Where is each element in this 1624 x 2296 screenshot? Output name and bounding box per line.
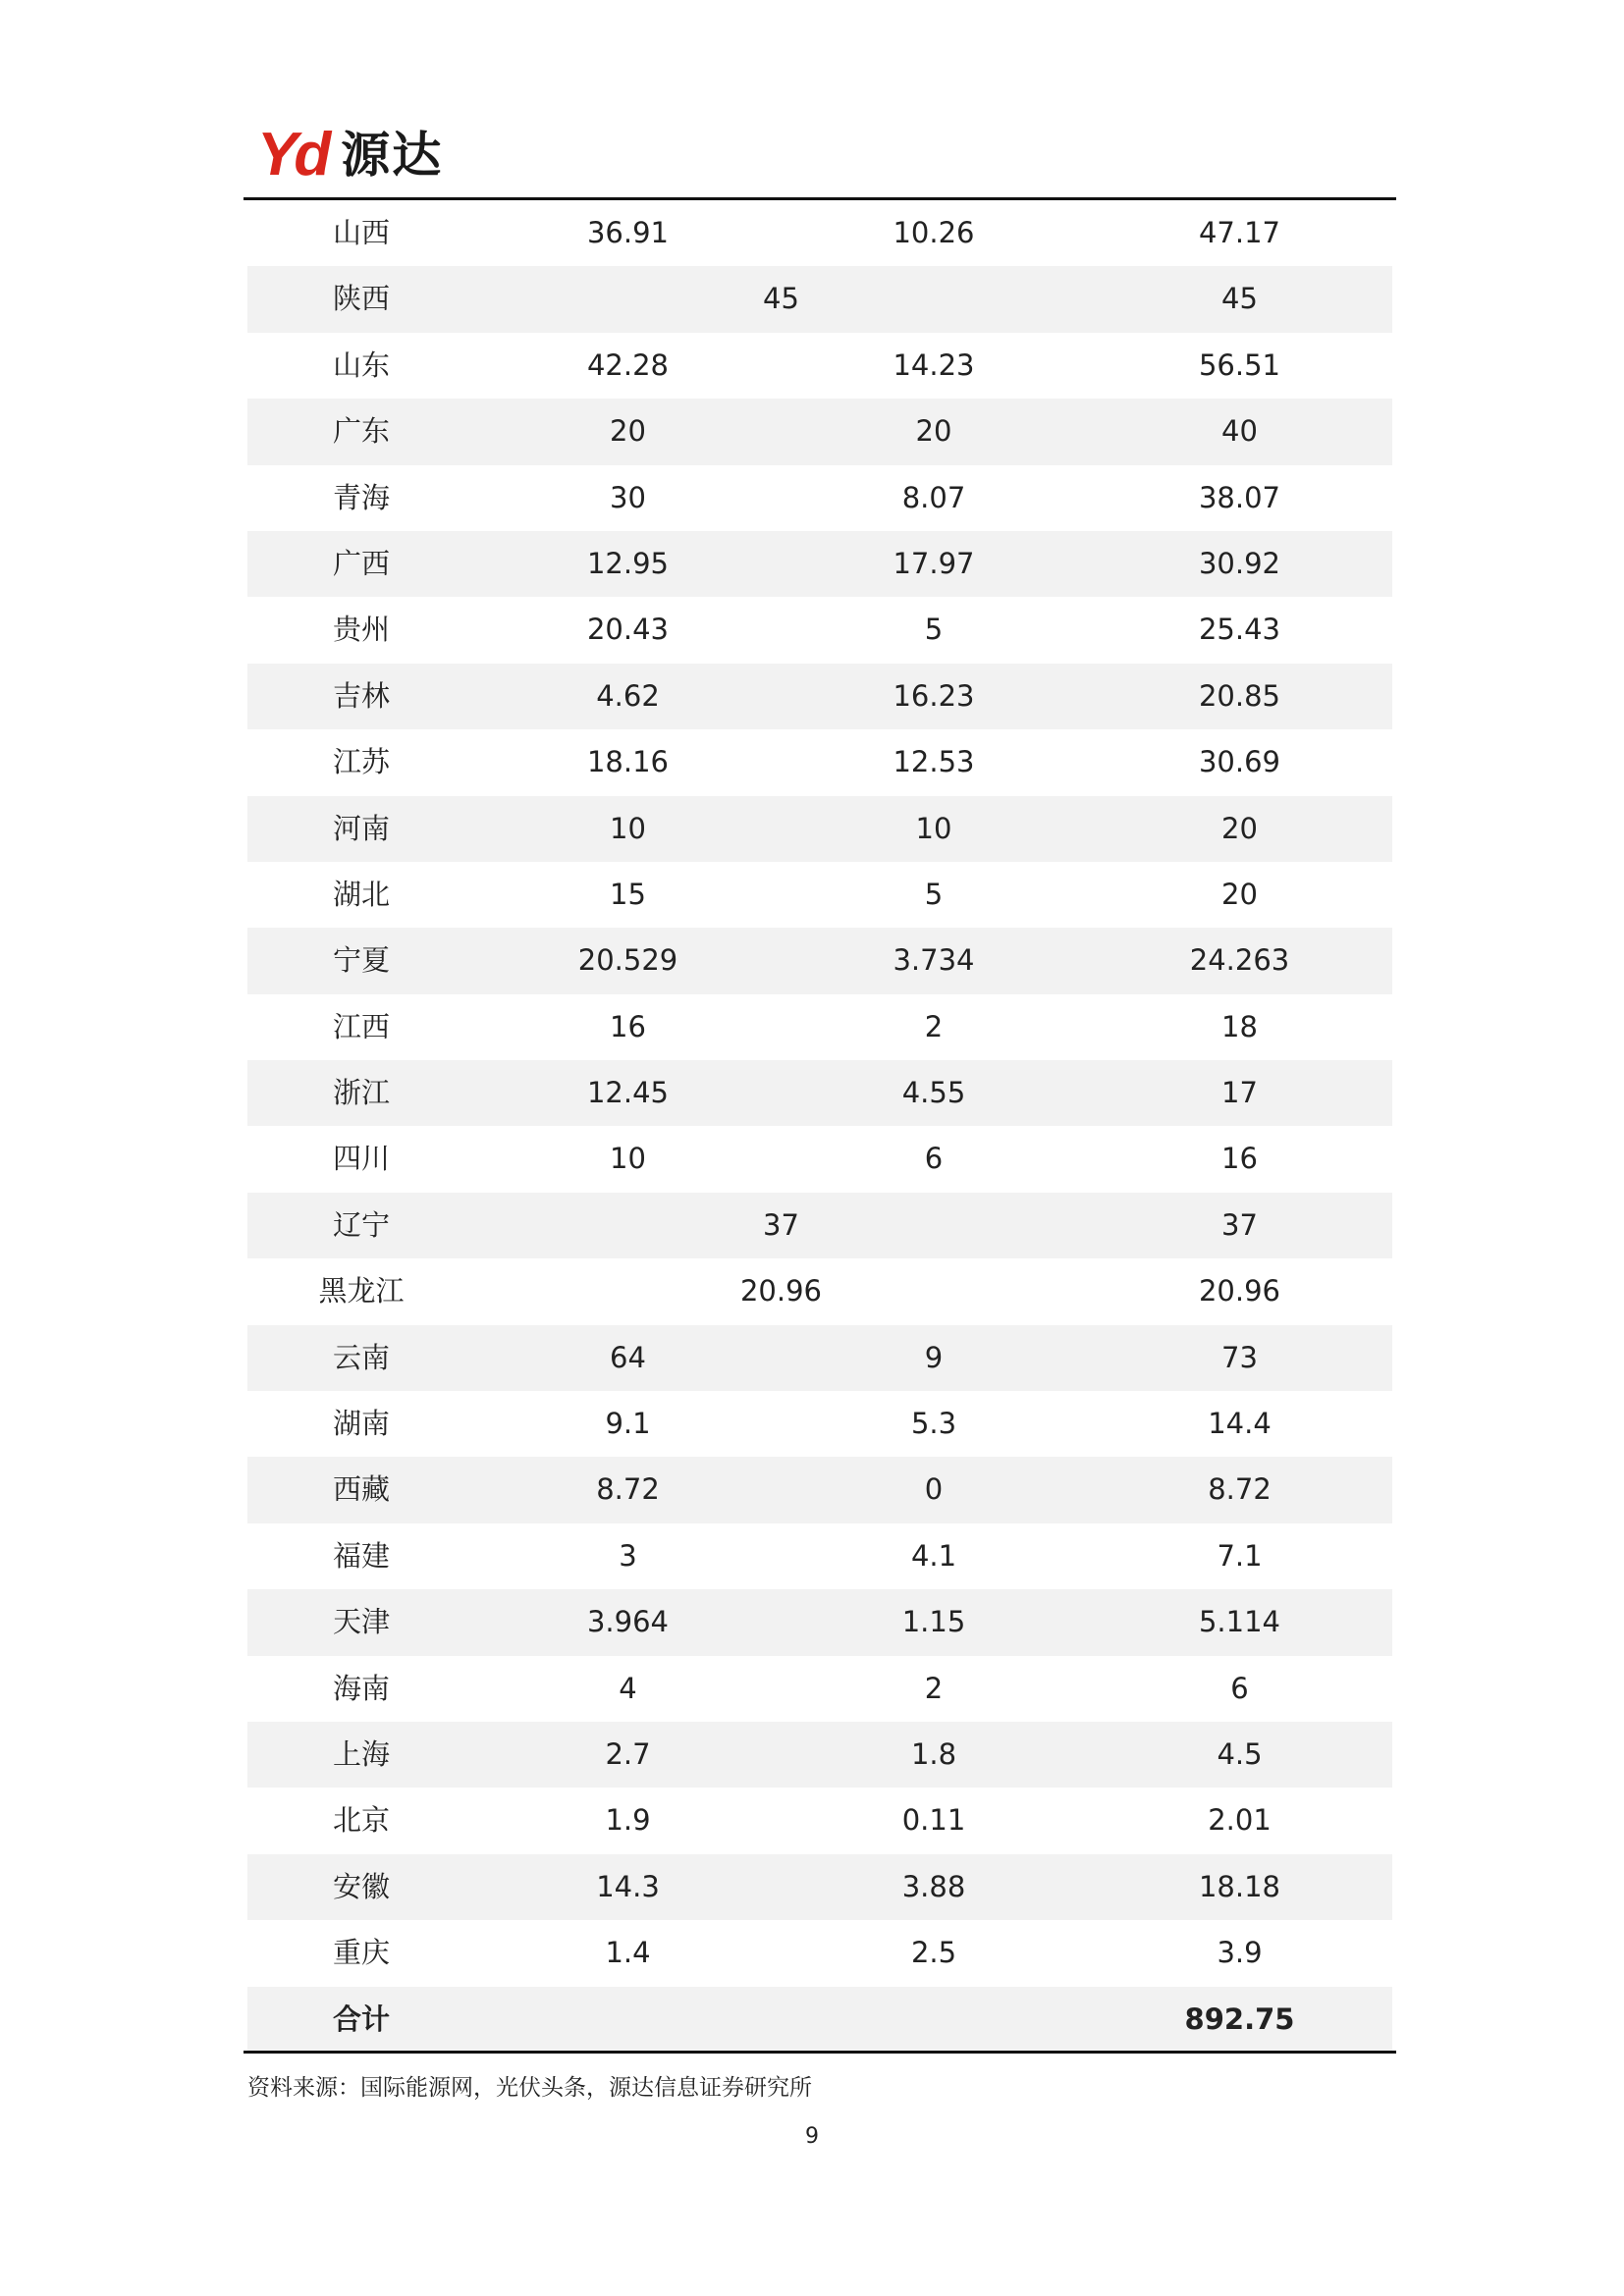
total-cell: 24.263 (1189, 943, 1290, 978)
logo-mark: Yd (257, 121, 328, 188)
total-cell: 7.1 (1217, 1538, 1263, 1573)
total-cell: 2.01 (1208, 1803, 1272, 1838)
province-cell: 西藏 (332, 1472, 390, 1507)
value-cell-2: 14.23 (893, 347, 975, 382)
value-cell-1: 4.62 (596, 678, 660, 713)
province-cell: 四川 (332, 1142, 390, 1176)
value-cell-1: 12.95 (586, 546, 670, 580)
table-row (247, 1788, 1392, 1853)
province-cell: 山东 (332, 347, 390, 382)
total-cell: 25.43 (1198, 613, 1281, 647)
grand-total-cell: 892.75 (1184, 2002, 1295, 2036)
table-row (247, 1391, 1392, 1457)
table-row (247, 1854, 1392, 1920)
total-cell: 18.18 (1198, 1869, 1281, 1903)
province-cell: 云南 (332, 1340, 390, 1374)
table-row (247, 862, 1392, 928)
table-row (247, 796, 1392, 862)
province-cell: 陕西 (332, 282, 390, 316)
value-cell-2: 0 (924, 1472, 944, 1507)
total-cell: 45 (1221, 282, 1258, 316)
table-row (247, 1193, 1392, 1258)
total-cell: 47.17 (1198, 216, 1281, 249)
value-cell-2: 5.3 (910, 1407, 957, 1441)
table-row (247, 664, 1392, 729)
value-cell-2: 3.734 (893, 943, 975, 978)
value-cell-1: 14.3 (596, 1869, 660, 1903)
value-cell-1: 64 (610, 1340, 646, 1374)
value-cell-2: 10.26 (893, 216, 975, 249)
table-row (247, 1589, 1392, 1655)
merged-value-cell: 45 (763, 282, 799, 316)
page-number: 9 (805, 2124, 819, 2149)
total-cell: 20 (1221, 811, 1258, 845)
value-cell-1: 4 (619, 1671, 637, 1705)
value-cell-2: 4.55 (901, 1076, 966, 1110)
total-cell: 56.51 (1198, 347, 1281, 382)
total-cell: 3.9 (1217, 1936, 1263, 1970)
table-row (247, 266, 1392, 332)
table-row (247, 1920, 1392, 1986)
province-cell: 吉林 (332, 678, 390, 713)
total-label-cell: 合计 (332, 2002, 390, 2036)
table-row (247, 928, 1392, 993)
total-cell: 30.92 (1198, 546, 1281, 580)
value-cell-1: 12.45 (586, 1076, 670, 1110)
value-cell-2: 16.23 (893, 678, 975, 713)
table-row (247, 729, 1392, 795)
company-logo (257, 121, 444, 188)
table-row (247, 333, 1392, 399)
total-cell: 20.96 (1198, 1274, 1281, 1308)
value-cell-2: 6 (924, 1142, 944, 1176)
value-cell-2: 20 (915, 414, 952, 449)
value-cell-2: 2.5 (910, 1936, 957, 1970)
total-cell: 20 (1221, 877, 1258, 911)
province-cell: 江西 (332, 1009, 390, 1043)
total-cell: 38.07 (1198, 480, 1281, 514)
total-cell: 30.69 (1198, 745, 1281, 779)
table-row (247, 1258, 1392, 1324)
province-cell: 浙江 (332, 1076, 390, 1110)
table-row (247, 1722, 1392, 1788)
source-note: 资料来源：国际能源网，光伏头条，源达信息证券研究所 (247, 2075, 812, 2101)
province-cell: 辽宁 (332, 1207, 390, 1242)
capacity-table (247, 200, 1392, 2053)
value-cell-2: 8.07 (901, 480, 966, 514)
value-cell-2: 2 (924, 1009, 944, 1043)
total-cell: 18 (1221, 1009, 1258, 1043)
table-row (247, 1457, 1392, 1522)
value-cell-1: 16 (610, 1009, 646, 1043)
total-cell: 14.4 (1208, 1407, 1272, 1441)
province-cell: 青海 (332, 480, 390, 514)
total-cell: 4.5 (1217, 1736, 1263, 1771)
value-cell-1: 1.9 (605, 1803, 651, 1838)
province-cell: 贵州 (332, 613, 390, 647)
total-cell: 5.114 (1198, 1605, 1281, 1639)
value-cell-1: 20 (610, 414, 646, 449)
value-cell-2: 12.53 (893, 745, 975, 779)
table-row (247, 531, 1392, 597)
value-cell-2: 10 (915, 811, 952, 845)
value-cell-2: 2 (924, 1671, 944, 1705)
total-cell: 6 (1230, 1671, 1249, 1705)
value-cell-1: 15 (610, 877, 646, 911)
province-cell: 安徽 (332, 1869, 390, 1903)
table-row (247, 465, 1392, 531)
value-cell-1: 3 (619, 1538, 637, 1573)
province-cell: 宁夏 (332, 943, 390, 978)
province-cell: 河南 (332, 811, 390, 845)
table-row (247, 1325, 1392, 1391)
province-cell: 湖南 (332, 1407, 390, 1441)
province-cell: 广东 (332, 414, 390, 449)
table-total-row (247, 1987, 1392, 2053)
value-cell-1: 10 (610, 811, 646, 845)
total-cell: 16 (1221, 1142, 1258, 1176)
total-cell: 17 (1221, 1076, 1258, 1110)
province-cell: 广西 (332, 546, 390, 580)
merged-value-cell: 37 (763, 1207, 799, 1242)
value-cell-2: 0.11 (901, 1803, 966, 1838)
value-cell-1: 1.4 (605, 1936, 651, 1970)
table-row (247, 597, 1392, 663)
logo-text: 源达 (341, 127, 444, 184)
table-row (247, 1126, 1392, 1192)
province-cell: 江苏 (332, 745, 390, 779)
value-cell-2: 1.15 (901, 1605, 966, 1639)
province-cell: 湖北 (332, 877, 390, 911)
value-cell-1: 36.91 (586, 216, 670, 249)
merged-value-cell: 20.96 (739, 1274, 823, 1308)
table-row (247, 1523, 1392, 1589)
value-cell-2: 1.8 (910, 1736, 957, 1771)
total-cell: 37 (1221, 1207, 1258, 1242)
value-cell-2: 5 (924, 613, 944, 647)
table-bottom-rule (244, 2051, 1396, 2054)
province-cell: 福建 (332, 1538, 390, 1573)
province-cell: 重庆 (332, 1936, 390, 1970)
province-cell: 北京 (332, 1803, 390, 1838)
value-cell-1: 10 (610, 1142, 646, 1176)
value-cell-1: 42.28 (586, 347, 670, 382)
total-cell: 20.85 (1198, 678, 1281, 713)
province-cell: 天津 (332, 1605, 390, 1639)
value-cell-1: 18.16 (586, 745, 670, 779)
value-cell-1: 8.72 (596, 1472, 660, 1507)
value-cell-2: 3.88 (901, 1869, 966, 1903)
table-row (247, 994, 1392, 1060)
value-cell-2: 4.1 (910, 1538, 957, 1573)
province-cell: 海南 (332, 1671, 390, 1705)
value-cell-1: 20.529 (577, 943, 678, 978)
province-cell: 上海 (332, 1736, 390, 1771)
table-row (247, 399, 1392, 464)
value-cell-2: 5 (924, 877, 944, 911)
total-cell: 40 (1221, 414, 1258, 449)
value-cell-2: 9 (924, 1340, 944, 1374)
province-cell: 山西 (332, 216, 390, 249)
province-cell: 黑龙江 (318, 1274, 405, 1308)
value-cell-1: 30 (610, 480, 646, 514)
table-row (247, 1656, 1392, 1722)
value-cell-2: 17.97 (893, 546, 975, 580)
value-cell-1: 3.964 (586, 1605, 670, 1639)
value-cell-1: 2.7 (605, 1736, 651, 1771)
total-cell: 8.72 (1208, 1472, 1272, 1507)
value-cell-1: 9.1 (605, 1407, 651, 1441)
total-cell: 73 (1221, 1340, 1258, 1374)
table-row (247, 1060, 1392, 1126)
value-cell-1: 20.43 (586, 613, 670, 647)
table-row (247, 200, 1392, 266)
